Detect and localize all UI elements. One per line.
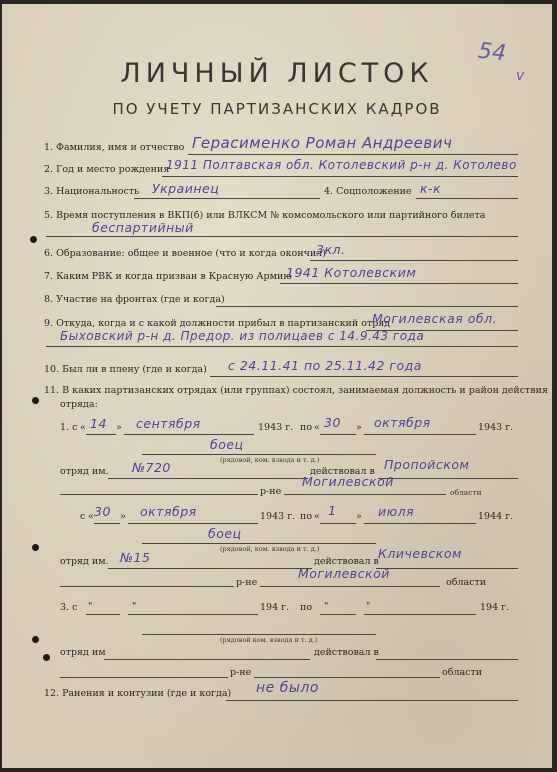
field-11-label-cont: отряда: (60, 399, 98, 410)
entry-1-year-from: 1943 г. (258, 422, 294, 433)
corner-mark: v (516, 68, 525, 84)
entry-2-month-from: октября (140, 504, 197, 519)
entry-2-year-from: 1943 г. (260, 511, 296, 522)
field-8-label: 8. Участие на фронтах (где и когда) (44, 294, 225, 305)
entry-1-month-to: октября (374, 415, 431, 430)
entry-3-year-from: 194 г. (260, 602, 290, 613)
field-4-label: 4. Соцположение (324, 186, 412, 197)
entry-2-role: боец (208, 526, 242, 541)
field-6-value: 3кл. (316, 242, 346, 257)
page-number: 54 (476, 38, 508, 67)
field-4-value: к-к (420, 181, 442, 196)
field-12-value: не было (256, 680, 319, 696)
entry-2-index: с (80, 511, 86, 522)
punch-hole (32, 636, 39, 643)
punch-hole (30, 236, 37, 243)
field-6-label: 6. Образование: общее и военное (что и когда окончил) (44, 248, 326, 259)
entry-1-day-from: 14 (90, 416, 107, 431)
document-sheet: 54 v ЛИЧНЫЙ ЛИСТОК ПО УЧЕТУ ПАРТИЗАНСКИХ КАДРОВ 1. Фамилия, имя и отчество Герасименко Роман Андреевич 2. Год и место рождения 1911 Полтавская обл. Котолевский р-н д. Котолево 3. Национальность Украинец 4. Соцположение к-к 5. Время поступления в ВКП(б) или ВЛКСМ № комсомольского или партийного билета беспартийный 6. Образование: общее и военное (что и когда окончил) 3кл. 7. Каким РВК и когда призван в Красную Армию 1941 Котолевским 8. Участие на фронтах (где и когда) 9. Откуда, когда и с какой должности прибыл в партизанский отряд Могилевская обл. Быховский р-н д. Предор. из полицаев с 14.9.43 года 10. Был ли в плену (где и когда) с 24.11.41 по 25.11.42 года 11. В каких партизанских отрядах (или группах) состоял, занимаемая должность и район действия отряда: 1. с « 14 » сентября 1943 г. по « 30 » октября 1943 г. боец (рядовой, ком. взвода и т. д.) отряд им. №720 действовал в Пропойском р-не Могилевской области с « 30 » октября 1943 г. по « 1 » июля 1944 г. боец (рядовой, ком. взвода и т. д.) отряд им. №15 действовал в Кличевском р-не Могилевской области 3. с " " 194 г. по " " 194 г. (рядовой ком. взвода и т. д.) отряд им действовал в р-не области 12. Ранения и контузии (где и когда) не было (2, 4, 552, 768)
field-7-label: 7. Каким РВК и когда призван в Красную Армию (44, 271, 292, 282)
field-5-label: 5. Время поступления в ВКП(б) или ВЛКСМ № комсомольского или партийного билета (44, 210, 486, 221)
entry-1-month-from: сентября (136, 416, 201, 431)
field-12-label: 12. Ранения и контузии (где и когда) (44, 688, 232, 699)
field-9-value-1: Могилевская обл. (372, 311, 498, 326)
field-1-label: 1. Фамилия, имя и отчество (44, 142, 185, 153)
field-3-label: 3. Национальность (44, 186, 140, 197)
entry-1-district: Могилевской (302, 474, 394, 489)
field-1-value: Герасименко Роман Андреевич (192, 134, 453, 152)
field-3-value: Украинец (152, 181, 220, 196)
field-11-label: 11. В каких партизанских отрядах (или группах) состоял, занимаемая должность и район действия (44, 385, 548, 396)
entry-1-index: 1. с (60, 422, 78, 433)
document-subtitle: ПО УЧЕТУ ПАРТИЗАНСКИХ КАДРОВ (112, 100, 442, 118)
entry-1-year-to: 1943 г. (478, 422, 514, 433)
field-2-label: 2. Год и место рождения (44, 164, 170, 175)
punch-hole (32, 544, 39, 551)
entry-3-index: 3. с (60, 602, 78, 613)
field-7-value: 1941 Котолевским (286, 265, 417, 280)
entry-2-day-to: 1 (328, 503, 337, 518)
field-9-value-2: Быховский р-н д. Предор. из полицаев с 14.9.43 года (60, 329, 425, 343)
entry-1-acted: Пропойском (384, 457, 470, 472)
entry-1-role: боец (210, 437, 244, 452)
field-10-label: 10. Был ли в плену (где и когда) (44, 364, 207, 375)
entry-2-year-to: 1944 г. (478, 511, 514, 522)
entry-1-unit: №720 (132, 460, 171, 475)
entry-2-acted: Кличевском (378, 546, 462, 561)
field-9-label: 9. Откуда, когда и с какой должности прибыл в партизанский отряд (44, 318, 391, 329)
entry-2-day-from: 30 (94, 504, 111, 519)
entry-2-month-to: июля (378, 504, 415, 519)
entry-3-year-to: 194 г. (480, 602, 510, 613)
entry-2-district: Могилевской (298, 566, 390, 581)
punch-hole (43, 654, 50, 661)
field-5-value: беспартийный (92, 220, 194, 235)
field-2-value: 1911 Полтавская обл. Котолевский р-н д. Котолево (166, 158, 517, 172)
document-title: ЛИЧНЫЙ ЛИСТОК (120, 58, 434, 89)
entry-1-day-to: 30 (324, 415, 341, 430)
field-10-value: с 24.11.41 по 25.11.42 года (228, 358, 422, 373)
punch-hole (32, 397, 39, 404)
entry-2-unit: №15 (120, 550, 151, 565)
